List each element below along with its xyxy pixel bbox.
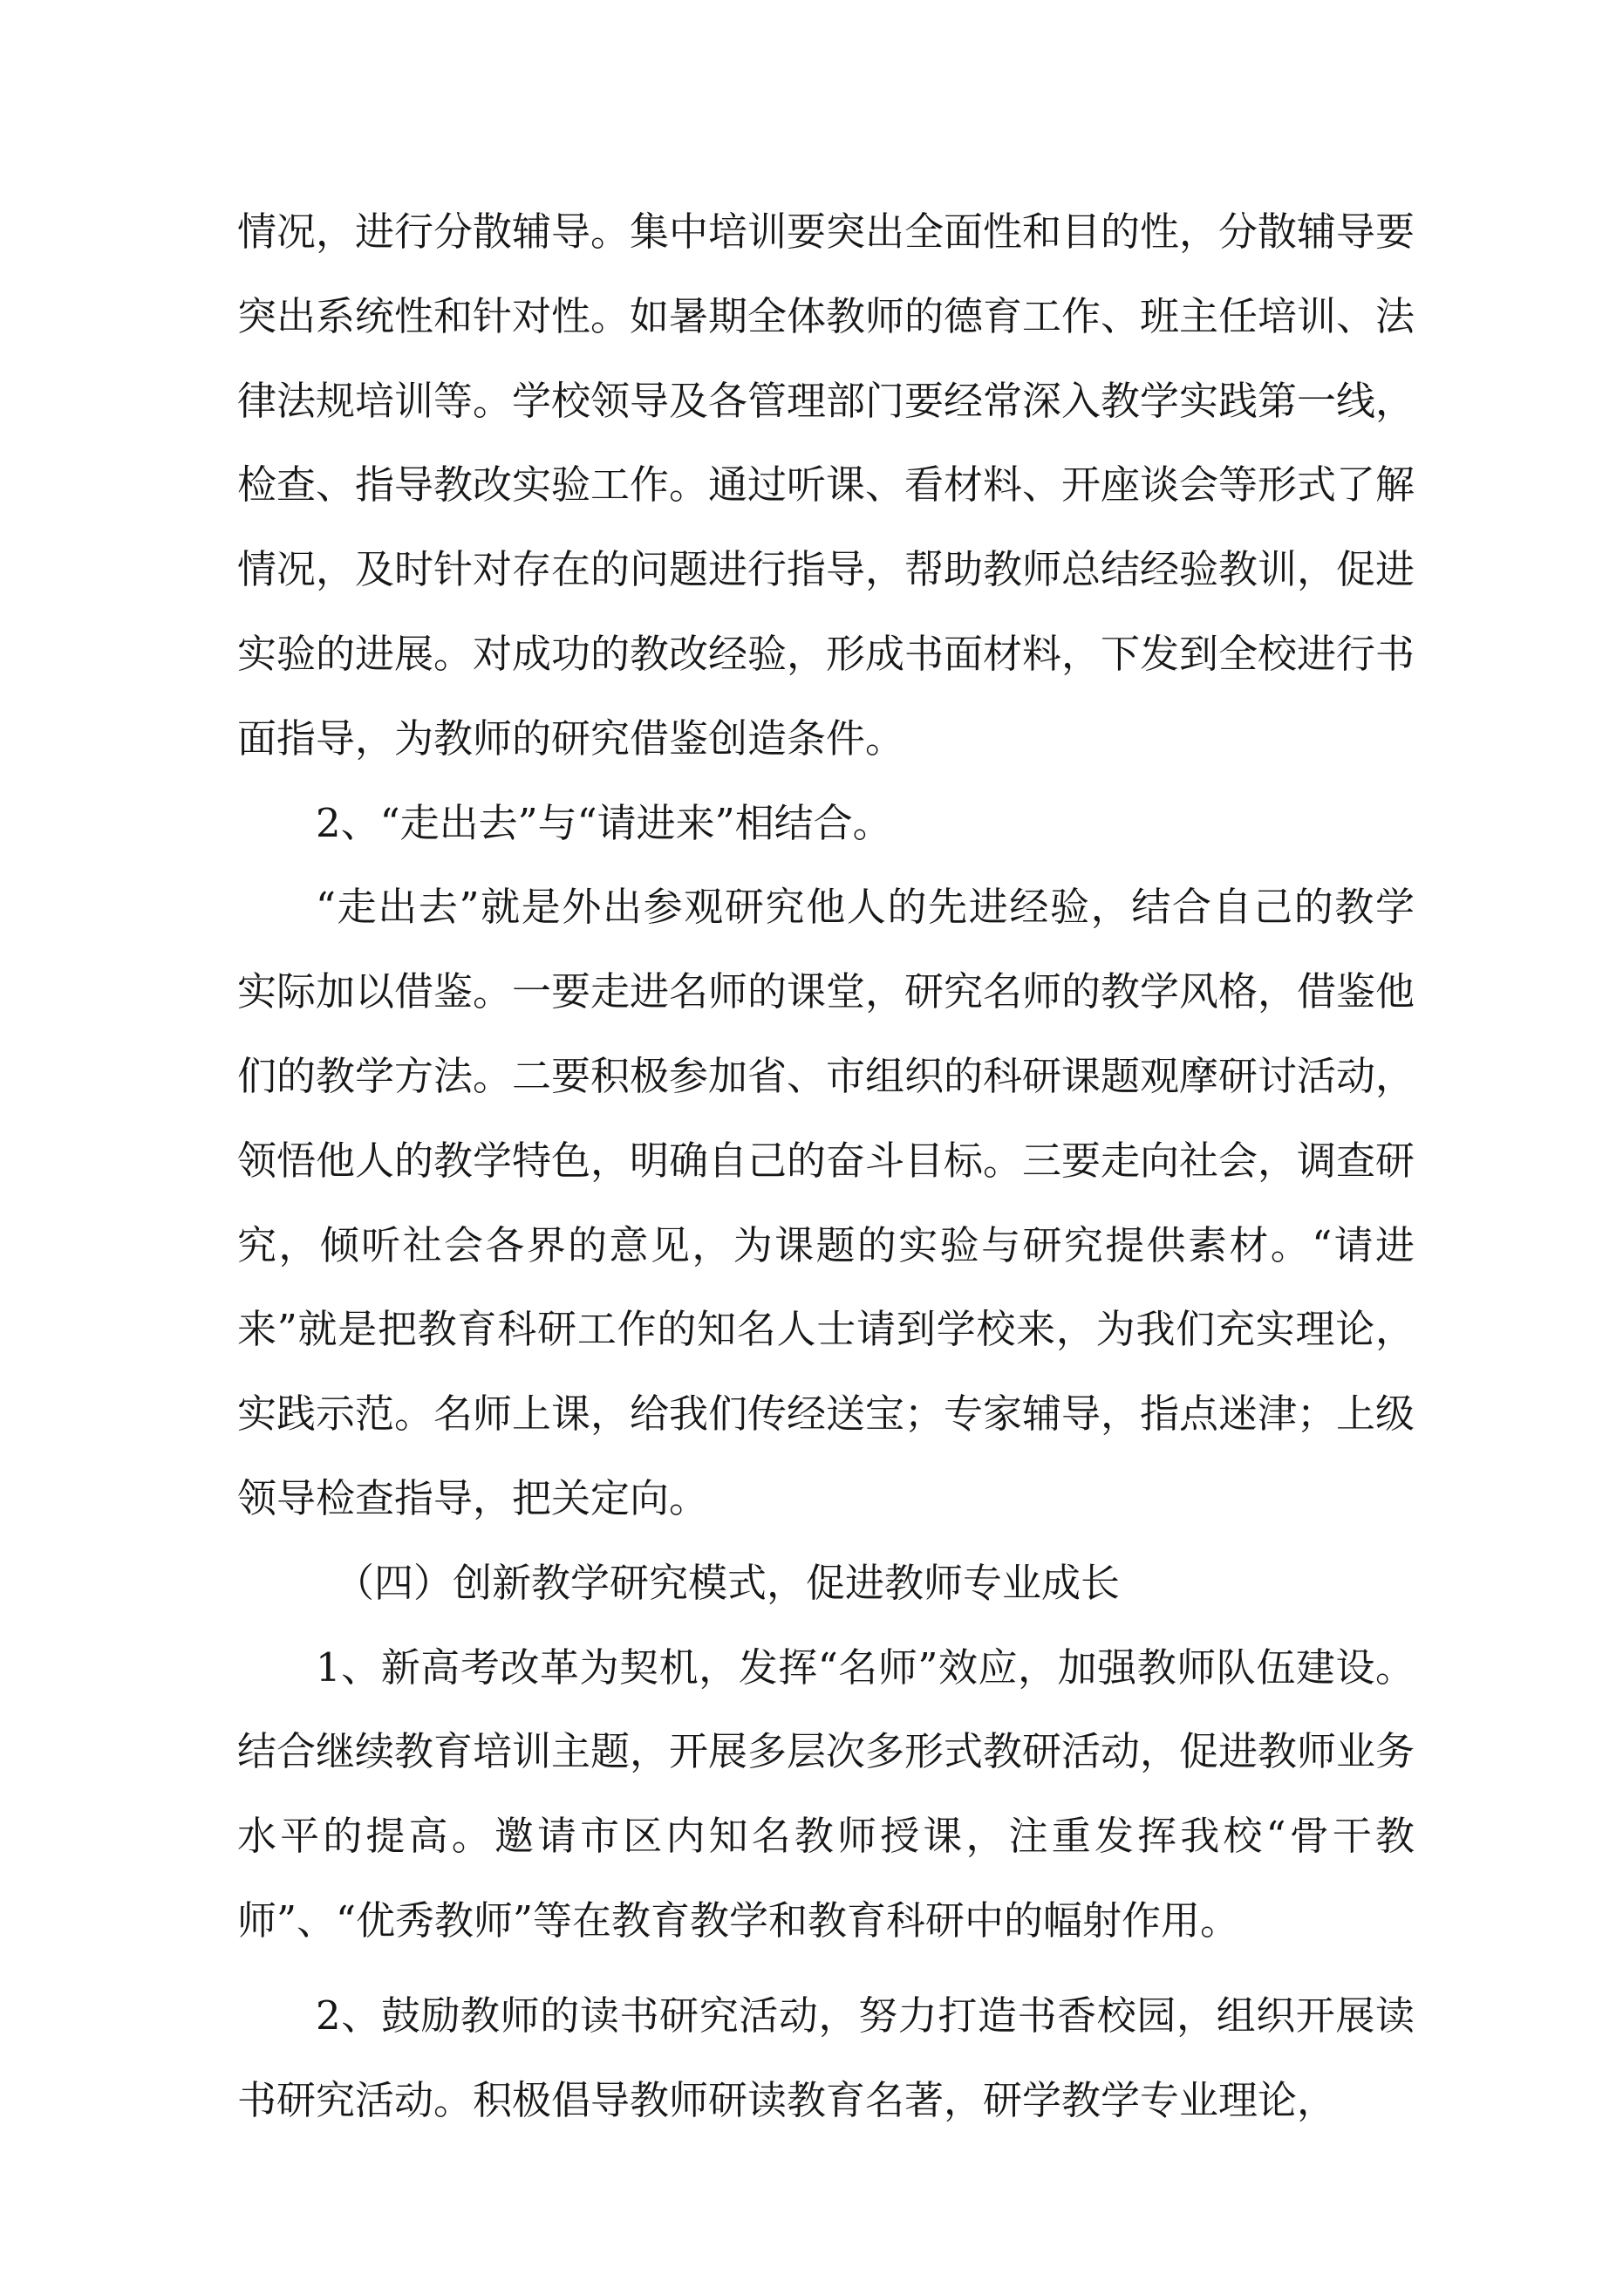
paragraph-go-out-invite-in: “走出去”就是外出参观研究他人的先进经验，结合自己的教学实际加以借鉴。一要走进名师的课堂，研究名师的教学风格，借鉴他们的教学方法。二要积极参加省、市组织的科研课题观摩研讨活动，领悟他人的教学特色，明确自己的奋斗目标。三要走向社会，调查研究，倾听社会各界的意见，为课题的实验与研究提供素材。“请进来”就是把教育科研工作的知名人士请到学校来，为我们充实理论，实践示范。名师上课，给我们传经送宝；专家辅导，指点迷津；上级领导检查指导，把关定向。 <box>237 884 1415 1521</box>
document-body <box>237 190 1415 2142</box>
paragraph-item-1-new-gaokao: 1、新高考改革为契机，发挥“名师”效应，加强教师队伍建设。结合继续教育培训主题，开展多层次多形式教研活动，促进教师业务水平的提高。邀请市区内知名教师授课，注重发挥我校“骨干教师”、“优秀教师”等在教育教学和教育科研中的幅射作用。 <box>237 1643 1415 1944</box>
paragraph-item-2-heading: 2、“走出去”与“请进来”相结合。 <box>316 799 892 846</box>
paragraph-continuation: 情况，进行分散辅导。集中培训要突出全面性和目的性，分散辅导要突出系统性和针对性。如暑期全体教师的德育工作、班主任培训、法律法规培训等。学校领导及各管理部门要经常深入教学实践第一线，检查、指导教改实验工作。通过听课、看材料、开座谈会等形式了解情况，及时针对存在的问题进行指导，帮助教师总结经验教训，促进实验的进展。对成功的教改经验，形成书面材料，下发到全校进行书面指导，为教师的研究借鉴创造条件。 <box>237 208 1415 762</box>
section-heading-four: （四）创新教学研究模式，促进教师专业成长 <box>335 1559 1121 1606</box>
paragraph-item-2-reading: 2、鼓励教师的读书研究活动，努力打造书香校园，组织开展读书研究活动。积极倡导教师研读教育名著，研学教学专业理论， <box>237 1992 1415 2123</box>
